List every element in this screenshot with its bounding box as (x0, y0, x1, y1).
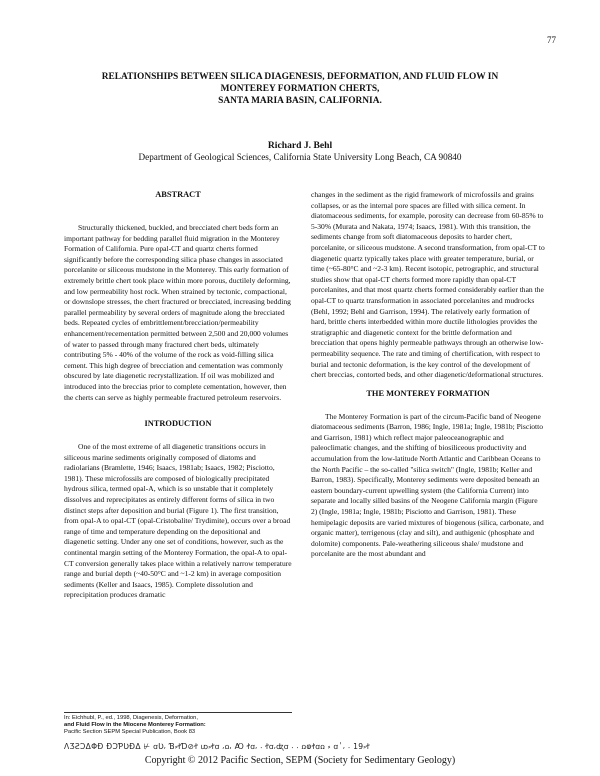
right-column (311, 190, 545, 560)
copyright-notice: Copyright © 2012 Pacific Section, SEPM (Society for Sedimentary Geology) (144, 755, 456, 766)
garbled-text-line: ΛƷƧƆΔΦÐ ÐƆƤƲÐΔ ⊬ ꭤƲ⸴ Ɓ⸗ꬷƊ⊘ꬷ ꭣ⸗ꬷꭤ ⸴ꭥ⸴ Ꜵ ꬷꭤ⸴ ⸳ ꬷꭤ⸴ꭦꭤ ⸳ ⸳ ꭥⱷꬷꭤꭥ ⸗ ꭤⸯ⸴ ⸳ 19⸗ꬷ (64, 742, 370, 751)
abstract-heading: ABSTRACT (155, 190, 201, 199)
introduction-text: One of the most extreme of all diagenetic transitions occurs in siliceous marine sediments originally composed of diatoms and radiolarians (Bramlette, 1946; Isaacs, 1981ab; Isaacs, 1982; Pisciotto, 1981). These microfossils are composed of biologically precipitated hydrous silica, termed opal-A, which is so unstable that it completely dissolves and reprecipitates as entirely different forms of silica in two distinct steps after deposition and burial (Figure 1). The first transition, from opal-A to opal-CT (opal-Cristobalite/ Trydimite), occurs over a broad range of time and temperature depending on the depositional and diagenetic setting. Under any one set of conditions, however, such as the continental margin setting of the Monterey Formation, the opal-A to opal-CT conversion generally takes place within a relatively narrow temperature range and burial depth (~40-50°C and ~1-2 km) in average composition sediments (Keller and Isaacs, 1985). Complete dissolution and reprecipitation produces dramatic (64, 442, 292, 600)
monterey-heading: THE MONTEREY FORMATION (366, 388, 490, 398)
continued-text: changes in the sediment as the rigid framework of microfossils and grains collapses, or as the internal pore spaces are filled with silica cement. In diatomaceous sediments, for example, porosity can decrease from 60-85% to 5-30% (Murata and Nakata, 1974; Isaacs, 1981). With this transition, the sediments change from soft diatomaceous deposits to harder chert, porcelanite, or siliceous mudstone. A second transformation, from opal-CT to diagenetic quartz typically takes place with greater temperature, burial, or time (~65-80°C and ~2-3 km). Recent isotopic, petrographic, and structural studies show that opal-CT cherts formed more rapidly than opal-CT porcelanites, and that most quartz cherts formed considerably earlier than the opal-CT to quartz transformation in associated porcelanites and mudrocks (Behl, 1992; Behl and Garrison, 1994). The relatively early formation of hard, brittle cherts interbedded within more ductile lithologies provides the stratigraphic and diagenetic context for the brittle deformation and brecciation that opens highly permeable pathways through an otherwise low-permeability sequence. The rate and timing of chertification, with respect to burial and tectonic deformation, is the key control of the development of chert breccias, contorted beds, and other diagenetic/deformational structures. (311, 190, 545, 380)
page-number: 77 (547, 35, 556, 45)
footnote-line: and Fluid Flow in the Miocene Monterey Formation: (64, 722, 206, 729)
monterey-text: The Monterey Formation is part of the circum-Pacific band of Neogene diatomaceous sediments (Barron, 1986; Ingle, 1981a; Ingle, 1981b; Pisciotto and Garrison, 1981) which reflect major paleoceanographic and paleoclimatic changes, and the shifting of biosiliceous productivity and accumulation from the low-latitude North Atlantic and Caribbean Oceans to the North Pacific – the so-called "silica switch" (Ingle, 1981b; Keller and Barron, 1983). Specifically, Monterey sediments were deposited beneath an eastern boundary-current upwelling system (the California Current) into separate and locally silled basins of the Neogene California margin (Figure 2) (Ingle, 1981a; Ingle, 1981b; Pisciotto and Garrison, 1981). These hemipelagic deposits are varied mixtures of biogenous (silica, carbonate, and organic matter), terrigenous (clay and silt), and authigenic (phosphate and dolomite) components. Pale-weathering siliceous shale/ mudstone and porcelanite are the most abundant and (311, 411, 544, 559)
author-affiliation: Department of Geological Sciences, California State University Long Beach, CA 90840 (138, 152, 462, 162)
footnote-line: Pacific Section SEPM Special Publication, Book 83 (64, 729, 196, 736)
citation-footnote (64, 712, 292, 737)
footnote-line: In: Eichhubl, P., ed., 1998, Diagenesis, Deformation, (64, 715, 198, 721)
paper-title (60, 71, 540, 107)
introduction-heading: INTRODUCTION (144, 419, 212, 429)
abstract-text: Structurally thickened, buckled, and brecciated chert beds form an important pathway for bedding parallel fluid migration in the Monterey Formation of California. Pure opal-CT and quartz cherts formed significantly before the corresponding silica phase changes in associated porcelanite or siliceous mudstone in the Monterey. This early formation of extremely brittle chert took place within more porous, ductilely deforming, and low permeability host rock. When strained by tectonic, compactional, or downslope stresses, the chert fractured or brecciated, increasing bedding parallel permeability by several orders of magnitude along the brecciated beds. Repeated cycles of embrittlement/brecciation/permeability enhancement/recementation permitted between 2,500 and 20,000 volumes of water to passed through many fractured chert beds, ultimately contributing 5% - 40% of the volume of the rock as void-filling silica cement. This high degree of brecciation and cementation was commonly obscured by late diagenetic recrystallization. If oil was mobilized and introduced into the breccias prior to complete cementation, however, then the cherts can serve as highly permeable fractured petroleum reservoirs. (64, 223, 291, 402)
author-name: Richard J. Behl (267, 140, 333, 151)
title-line: MONTEREY FORMATION CHERTS, (220, 84, 380, 94)
title-line: SANTA MARIA BASIN, CALIFORNIA. (218, 96, 382, 106)
title-line: RELATIONSHIPS BETWEEN SILICA DIAGENESIS, DEFORMATION, AND FLUID FLOW IN (101, 72, 499, 82)
left-column (64, 190, 292, 601)
